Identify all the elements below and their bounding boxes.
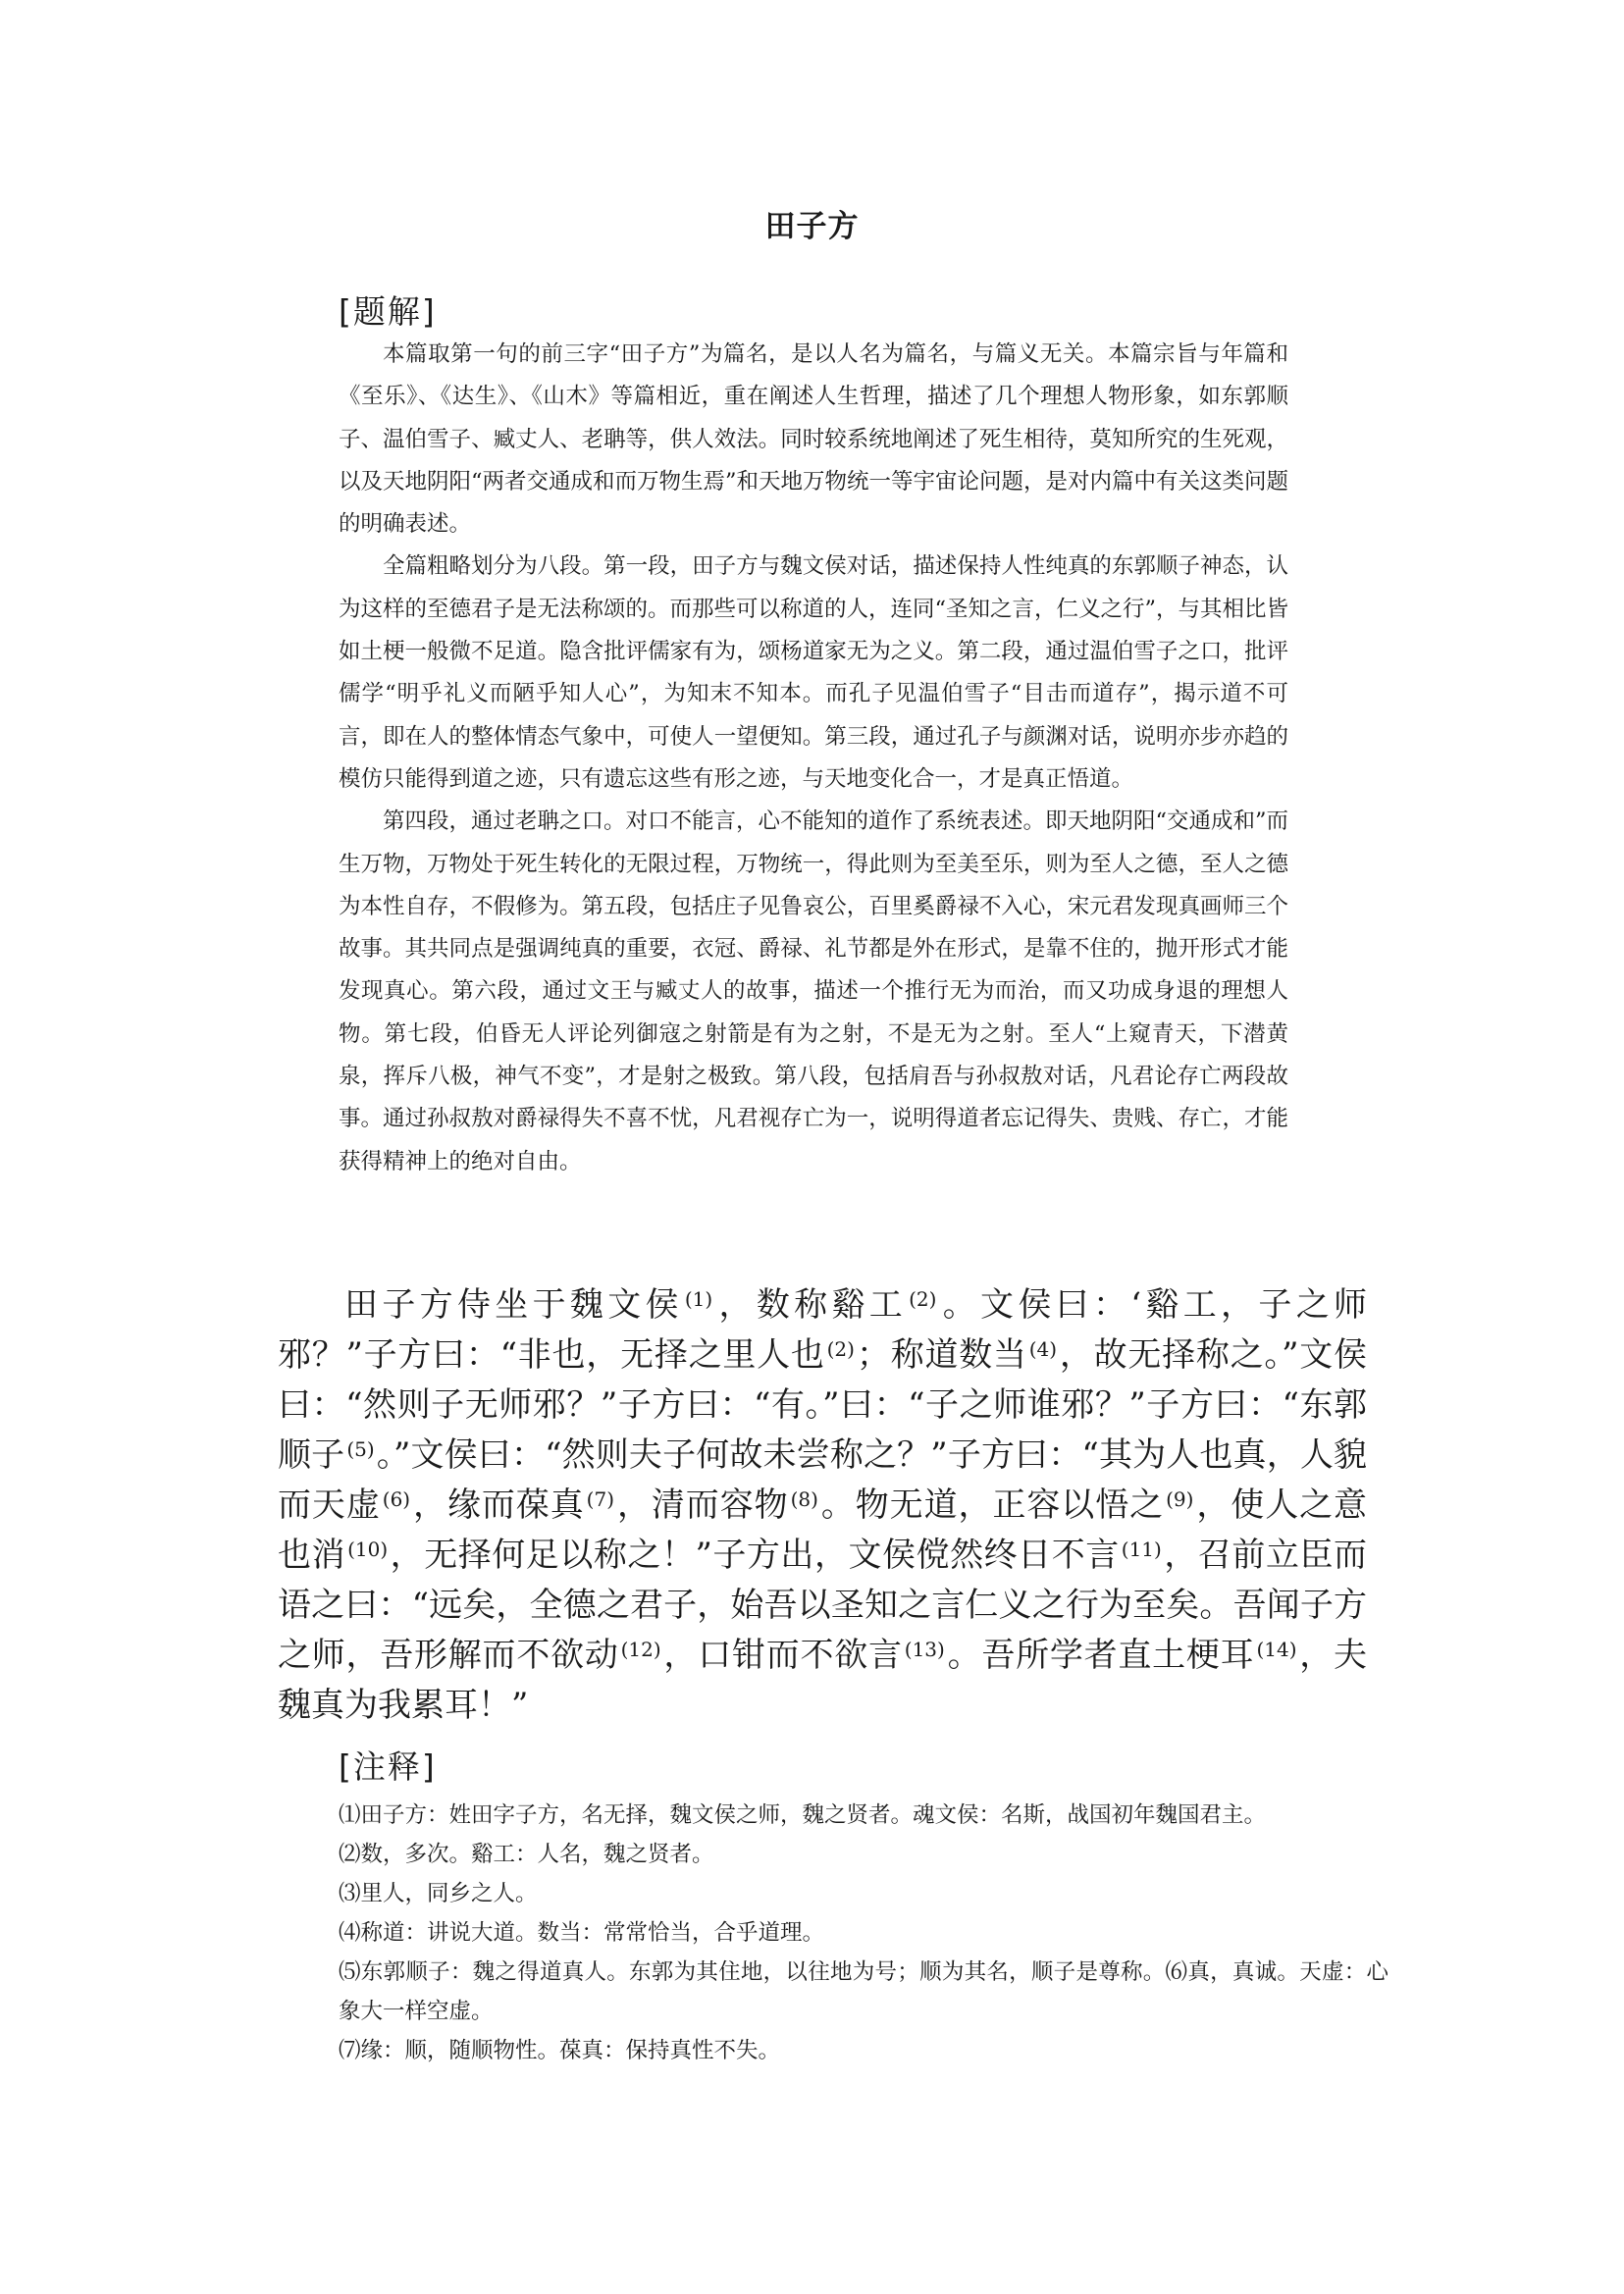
main-text-run: 田子方侍坐于魏文侯 [344, 1285, 683, 1325]
note-item: ⑴田子方：姓田字子方，名无择，魏文侯之师，魏之贤者。魂文侯：名斯，战国初年魏国君主。 [339, 1802, 1267, 1828]
main-text-run: ；称道数当 [856, 1335, 1027, 1375]
footnote-marker: (12) [620, 1638, 661, 1661]
main-text-run: 。文侯曰：‘谿工，子之师邪？”子方曰：“非也，无择之里人也 [278, 1285, 1368, 1375]
intro-paragraph: 全篇粗略划分为八段。第一段，田子方与魏文侯对话，描述保持人性纯真的东郭顺子神态，认为这样的至德君子是无法称颂的。而那些可以称道的人，连同“圣知之言，仁义之行”，与其相比皆如土梗一般微不足道。隐含批评儒家有为，颂杨道家无为之义。第二段，通过温伯雪子之口，批评儒学“明乎礼义而陋乎知人心”，为知末不知本。而孔子见温伯雪子“目击而道存”，揭示道不可言，即在人的整体情态气象中，可使人一望便知。第三段，通过孔子与颜渊对话，说明亦步亦趋的模仿只能得到道之迹，只有遗忘这些有形之迹，与天地变化合一，才是真正悟道。 [339, 553, 1289, 792]
main-text-run: ，故无择称之。”文侯曰：“然则子无师邪？”子方曰：“有。”曰：“子之师谁邪？”子方曰：“东郭顺子 [278, 1335, 1368, 1475]
footnote-marker: (6) [382, 1487, 411, 1511]
note-item: ⑷称道：讲说大道。数当：常常恰当，合乎道理。 [339, 1920, 825, 1946]
main-text-section [278, 1280, 1367, 1731]
footnote-marker: (7) [586, 1487, 615, 1511]
main-text-run: 。物无道，正容以悟之 [819, 1486, 1165, 1525]
intro-paragraph: 本篇取第一句的前三字“田子方”为篇名，是以人名为篇名，与篇义无关。本篇宗旨与年篇和《至乐》、《达生》、《山木》等篇相近，重在阐述人生哲理，描述了几个理想人物形象，如东郭顺子、温伯雪子、臧丈人、老聃等，供人效法。同时较系统地阐述了死生相待，莫知所究的生死观，以及天地阴阳“两者交通成和而万物生焉”和天地万物统一等宇宙论问题，是对内篇中有关这类问题的明确表述。 [339, 341, 1289, 538]
notes-section [339, 1796, 1388, 2070]
main-text-run: ，数称谿工 [714, 1285, 908, 1325]
footnote-marker: (4) [1028, 1337, 1058, 1361]
main-text-run: ，无择何足以称之！”子方出，文侯傥然终日不言 [390, 1536, 1120, 1575]
note-item: ⑺缘：顺，随顺物性。葆真：保持真性不失。 [339, 2038, 781, 2063]
footnote-marker: (1) [684, 1287, 713, 1311]
footnote-marker: (2) [826, 1337, 855, 1361]
footnote-marker: (5) [346, 1437, 375, 1461]
main-text-run: ，夫魏真为我累耳！” [278, 1636, 1368, 1725]
notes-heading: [注释] [339, 1747, 437, 1786]
footnote-marker: (2) [909, 1287, 937, 1311]
footnote-marker: (9) [1166, 1487, 1194, 1511]
note-item: ⑸东郭顺子：魏之得道真人。东郭为其住地，以往地为号；顺为其名，顺子是尊称。⑹真，真诚。天虚：心象大一样空虚。 [339, 1959, 1388, 2024]
main-text-paragraph [278, 1280, 1367, 1731]
footnote-marker: (13) [904, 1638, 945, 1661]
footnote-marker: (11) [1121, 1538, 1162, 1561]
main-text-run: 。”文侯曰：“然则夫子何故未尝称之？”子方曰：“其为人也真，人貌而天虚 [278, 1435, 1368, 1525]
intro-paragraph: 第四段，通过老聃之口。对口不能言，心不能知的道作了系统表述。即天地阴阳“交通成和”而生万物，万物处于死生转化的无限过程，万物统一，得此则为至美至乐，则为至人之德，至人之德为本性自存，不假修为。第五段，包括庄子见鲁哀公，百里奚爵禄不入心，宋元君发现真画师三个故事。其共同点是强调纯真的重要，衣冠、爵禄、礼节都是外在形式，是靠不住的，抛开形式才能发现真心。第六段，通过文王与臧丈人的故事，描述一个推行无为而治，而又功成身退的理想人物。第七段，伯昏无人评论列御寇之射箭是有为之射，不是无为之射。至人“上窥青天，下潜黄泉，挥斥八极，神气不变”，才是射之极致。第八段，包括肩吾与孙叔敖对话，凡君论存亡两段故事。通过孙叔敖对爵禄得失不喜不忧，凡君视存亡为一，说明得道者忘记得失、贵贱、存亡，才能获得精神上的绝对自由。 [339, 808, 1289, 1174]
main-text-run: ，召前立臣而语之曰：“远矣，全德之君子，始吾以圣知之言仁义之行为至矣。吾闻子方之师，吾形解而不欲动 [278, 1536, 1368, 1675]
main-text-run: ，清而容物 [616, 1486, 789, 1525]
main-text-run: 。吾所学者直土梗耳 [946, 1636, 1255, 1675]
intro-heading: [题解] [339, 292, 437, 331]
note-item: ⑶里人，同乡之人。 [339, 1881, 538, 1906]
page-title: 田子方 [764, 209, 860, 244]
note-item: ⑵数，多次。谿工：人名，魏之贤者。 [339, 1842, 714, 1867]
intro-section [339, 334, 1288, 1183]
main-text-run: ，口钳而不欲言 [662, 1636, 903, 1675]
footnote-marker: (8) [790, 1487, 818, 1511]
footnote-marker: (14) [1256, 1638, 1297, 1661]
main-text-run: ，使人之意也消 [278, 1486, 1368, 1575]
main-text-run: ，缘而葆真 [412, 1486, 585, 1525]
footnote-marker: (10) [347, 1538, 389, 1561]
